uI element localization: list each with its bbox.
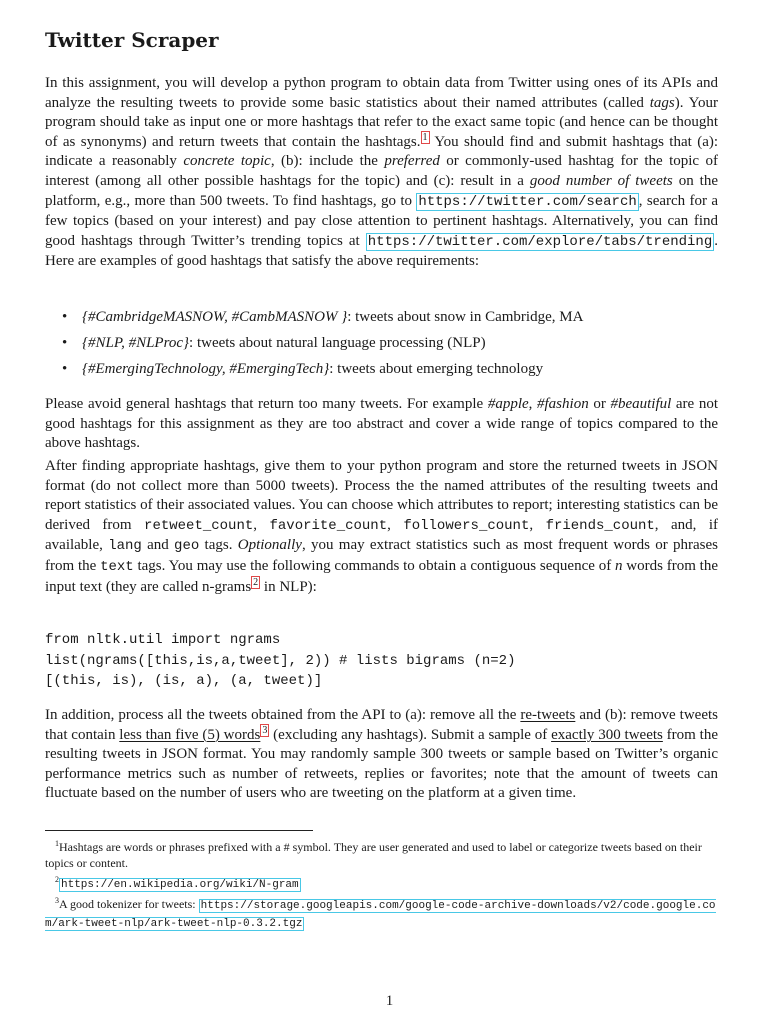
code-line: [(this, is), (is, a), (a, tweet)]: [45, 673, 323, 689]
processing-paragraph: [45, 457, 718, 597]
text-run: from the resulting tweets in JSON format. You may randomly sample 300 tweets or sample based on Twitter’s organic performance metrics such as number of retweets, replies or favorites; note that the amount of tweets can fluctuate based on the number of users who are tweeting on the platform at a given time.: [45, 726, 718, 802]
text-run: , and, if available,: [45, 516, 719, 554]
text-run: are not good hashtags for this assignment as they are too abstract and cover a wide range of topics compared to the above hashtags.: [45, 396, 719, 452]
hashtag-description: : tweets about emerging technology: [329, 360, 544, 377]
text-run: #beautiful: [610, 396, 672, 412]
text-run: preferred: [384, 153, 440, 170]
footnote-text: Hashtags are words or phrases prefixed with a # symbol. They are user generated and used to label or categorize tweets based on their topics or content.: [45, 840, 702, 870]
text-run: , you may extract statistics such as most frequent words or phrases from the: [45, 537, 718, 574]
footnote-mark: 3: [55, 896, 59, 906]
code-block: [45, 630, 515, 692]
text-run: ,: [528, 396, 538, 412]
attribute-name: friends_count: [545, 517, 655, 534]
code-line: list(ngrams([this,is,a,tweet], 2)) # lists bigrams (n=2): [45, 652, 516, 669]
text-run: concrete topic: [183, 153, 271, 170]
footnote-divider: [45, 830, 313, 831]
text-run: In addition, process all the tweets obtained from the API to (a): remove all the: [45, 707, 521, 723]
attribute-name: favorite_count: [269, 517, 388, 534]
text-run: (excluding any hashtags). Submit a sample of: [269, 726, 552, 743]
filtering-paragraph: [45, 706, 718, 804]
text-run: , (b): include the: [270, 153, 385, 170]
text-run: good number of tweets: [529, 172, 673, 189]
intro-paragraph: [45, 74, 718, 272]
hashtag-set: {#EmergingTechnology, #EmergingTech}: [82, 360, 330, 377]
text-run: After finding appropriate hashtags, give them to your python program and store the returned tweets in JSON format (do not collect more than 5000 tweets). Process the the named attributes of the resulting tweets and report statistics of their associated values. You can choose which attributes to report; interesting statistics can be derived from: [45, 458, 718, 533]
text-run: tags.: [199, 537, 238, 554]
text-run: . Here are examples of good hashtags that satisfy the above requirements:: [45, 232, 718, 270]
footnote-1-link[interactable]: 1: [422, 131, 428, 143]
footnote-mark: 1: [55, 839, 59, 848]
wikipedia-ngram-link[interactable]: https://en.wikipedia.org/wiki/N-gram: [61, 878, 299, 891]
footnote-3: [45, 893, 720, 933]
hashtag-set: {#CambridgeMASNOW, #CambMASNOW }: [82, 309, 348, 325]
footnote-2-link[interactable]: 2: [253, 576, 259, 588]
footnote-text: A good tokenizer for tweets:: [59, 897, 199, 912]
text-run: ,: [529, 516, 546, 533]
code-line: from nltk.util import ngrams: [45, 632, 281, 648]
text-run: ,: [253, 516, 270, 533]
list-item: [62, 331, 712, 357]
twitter-trending-link[interactable]: https://twitter.com/explore/tabs/trending: [367, 233, 713, 250]
text-run: or: [588, 396, 611, 412]
ark-tweet-nlp-link[interactable]: https://storage.googleapis.com/google-code-archive-downloads/v2/code.google.com/ark-tweet-nlp/ark-tweet-nlp-0.3.2.tgz: [45, 900, 716, 931]
hashtag-description: : tweets about snow in Cambridge, MA: [347, 309, 584, 325]
text-run: #fashion: [537, 396, 589, 412]
text-run: ,: [387, 516, 404, 533]
text-run: You should find and submit hashtags that (a): indicate a reasonably: [45, 133, 719, 170]
text-run: re-tweets: [520, 707, 576, 723]
list-item: [62, 305, 712, 331]
hashtag-description: : tweets about natural language processing (NLP): [189, 334, 486, 351]
hashtag-set: {#NLP, #NLProc}: [82, 334, 190, 351]
text-run: , search for a few topics (based on your interest) and pay close attention to pertinent hashtags. Alternatively, you can find good hashtags through Twitter’s trending topics at: [45, 192, 718, 249]
text-run: and (b): remove tweets that contain: [45, 707, 718, 743]
text-run: and: [141, 537, 175, 554]
twitter-search-link[interactable]: https://twitter.com/search: [418, 193, 637, 210]
text-run: Please avoid general hashtags that return too many tweets. For example: [45, 396, 488, 412]
attribute-name: retweet_count: [144, 517, 254, 534]
text-run: exactly 300 tweets: [551, 726, 663, 743]
footnote-2: [45, 872, 720, 894]
text-run: Optionally: [237, 537, 302, 554]
text-run: ). Your program should take as input one or more hashtags that refer to the exact same topic (and hence can be thought of as synonyms) and return tweets that contain the hashtags.: [45, 94, 718, 150]
attribute-name: geo: [174, 538, 200, 555]
attribute-name: text: [100, 558, 134, 575]
footnotes: [45, 836, 720, 933]
text-run: In this assignment, you will develop a python program to obtain data from Twitter using ones of its APIs and analyze the resulting tweets to provide some basic statistics about their named attributes (called: [45, 75, 718, 111]
text-run: words from the input text (they are called n-grams: [45, 557, 718, 595]
text-run: tags. You may use the following commands to obtain a contiguous sequence of: [133, 557, 615, 574]
footnote-1: [45, 836, 720, 872]
text-run: tags: [649, 94, 675, 111]
list-item: [62, 357, 712, 383]
text-run: in NLP):: [260, 578, 317, 595]
text-run: or commonly-used hashtag for the topic of interest (among all other possible hashtags for the topic) and (c): result in a: [45, 153, 718, 189]
text-run: n: [614, 557, 623, 574]
text-run: on the platform, e.g., more than 500 tweets. To find hashtags, go to: [45, 172, 718, 209]
text-run: less than five (5) words: [119, 726, 261, 743]
footnote-mark: 2: [55, 874, 59, 884]
attribute-name: followers_count: [403, 517, 530, 534]
page-title: Twitter Scraper: [45, 28, 219, 52]
avoid-general-hashtags-paragraph: [45, 395, 718, 454]
attribute-name: lang: [108, 538, 142, 555]
text-run: #apple: [487, 396, 529, 412]
footnote-3-link[interactable]: 3: [262, 724, 268, 736]
hashtag-examples-list: [62, 305, 712, 382]
page-number: 1: [385, 993, 394, 1009]
